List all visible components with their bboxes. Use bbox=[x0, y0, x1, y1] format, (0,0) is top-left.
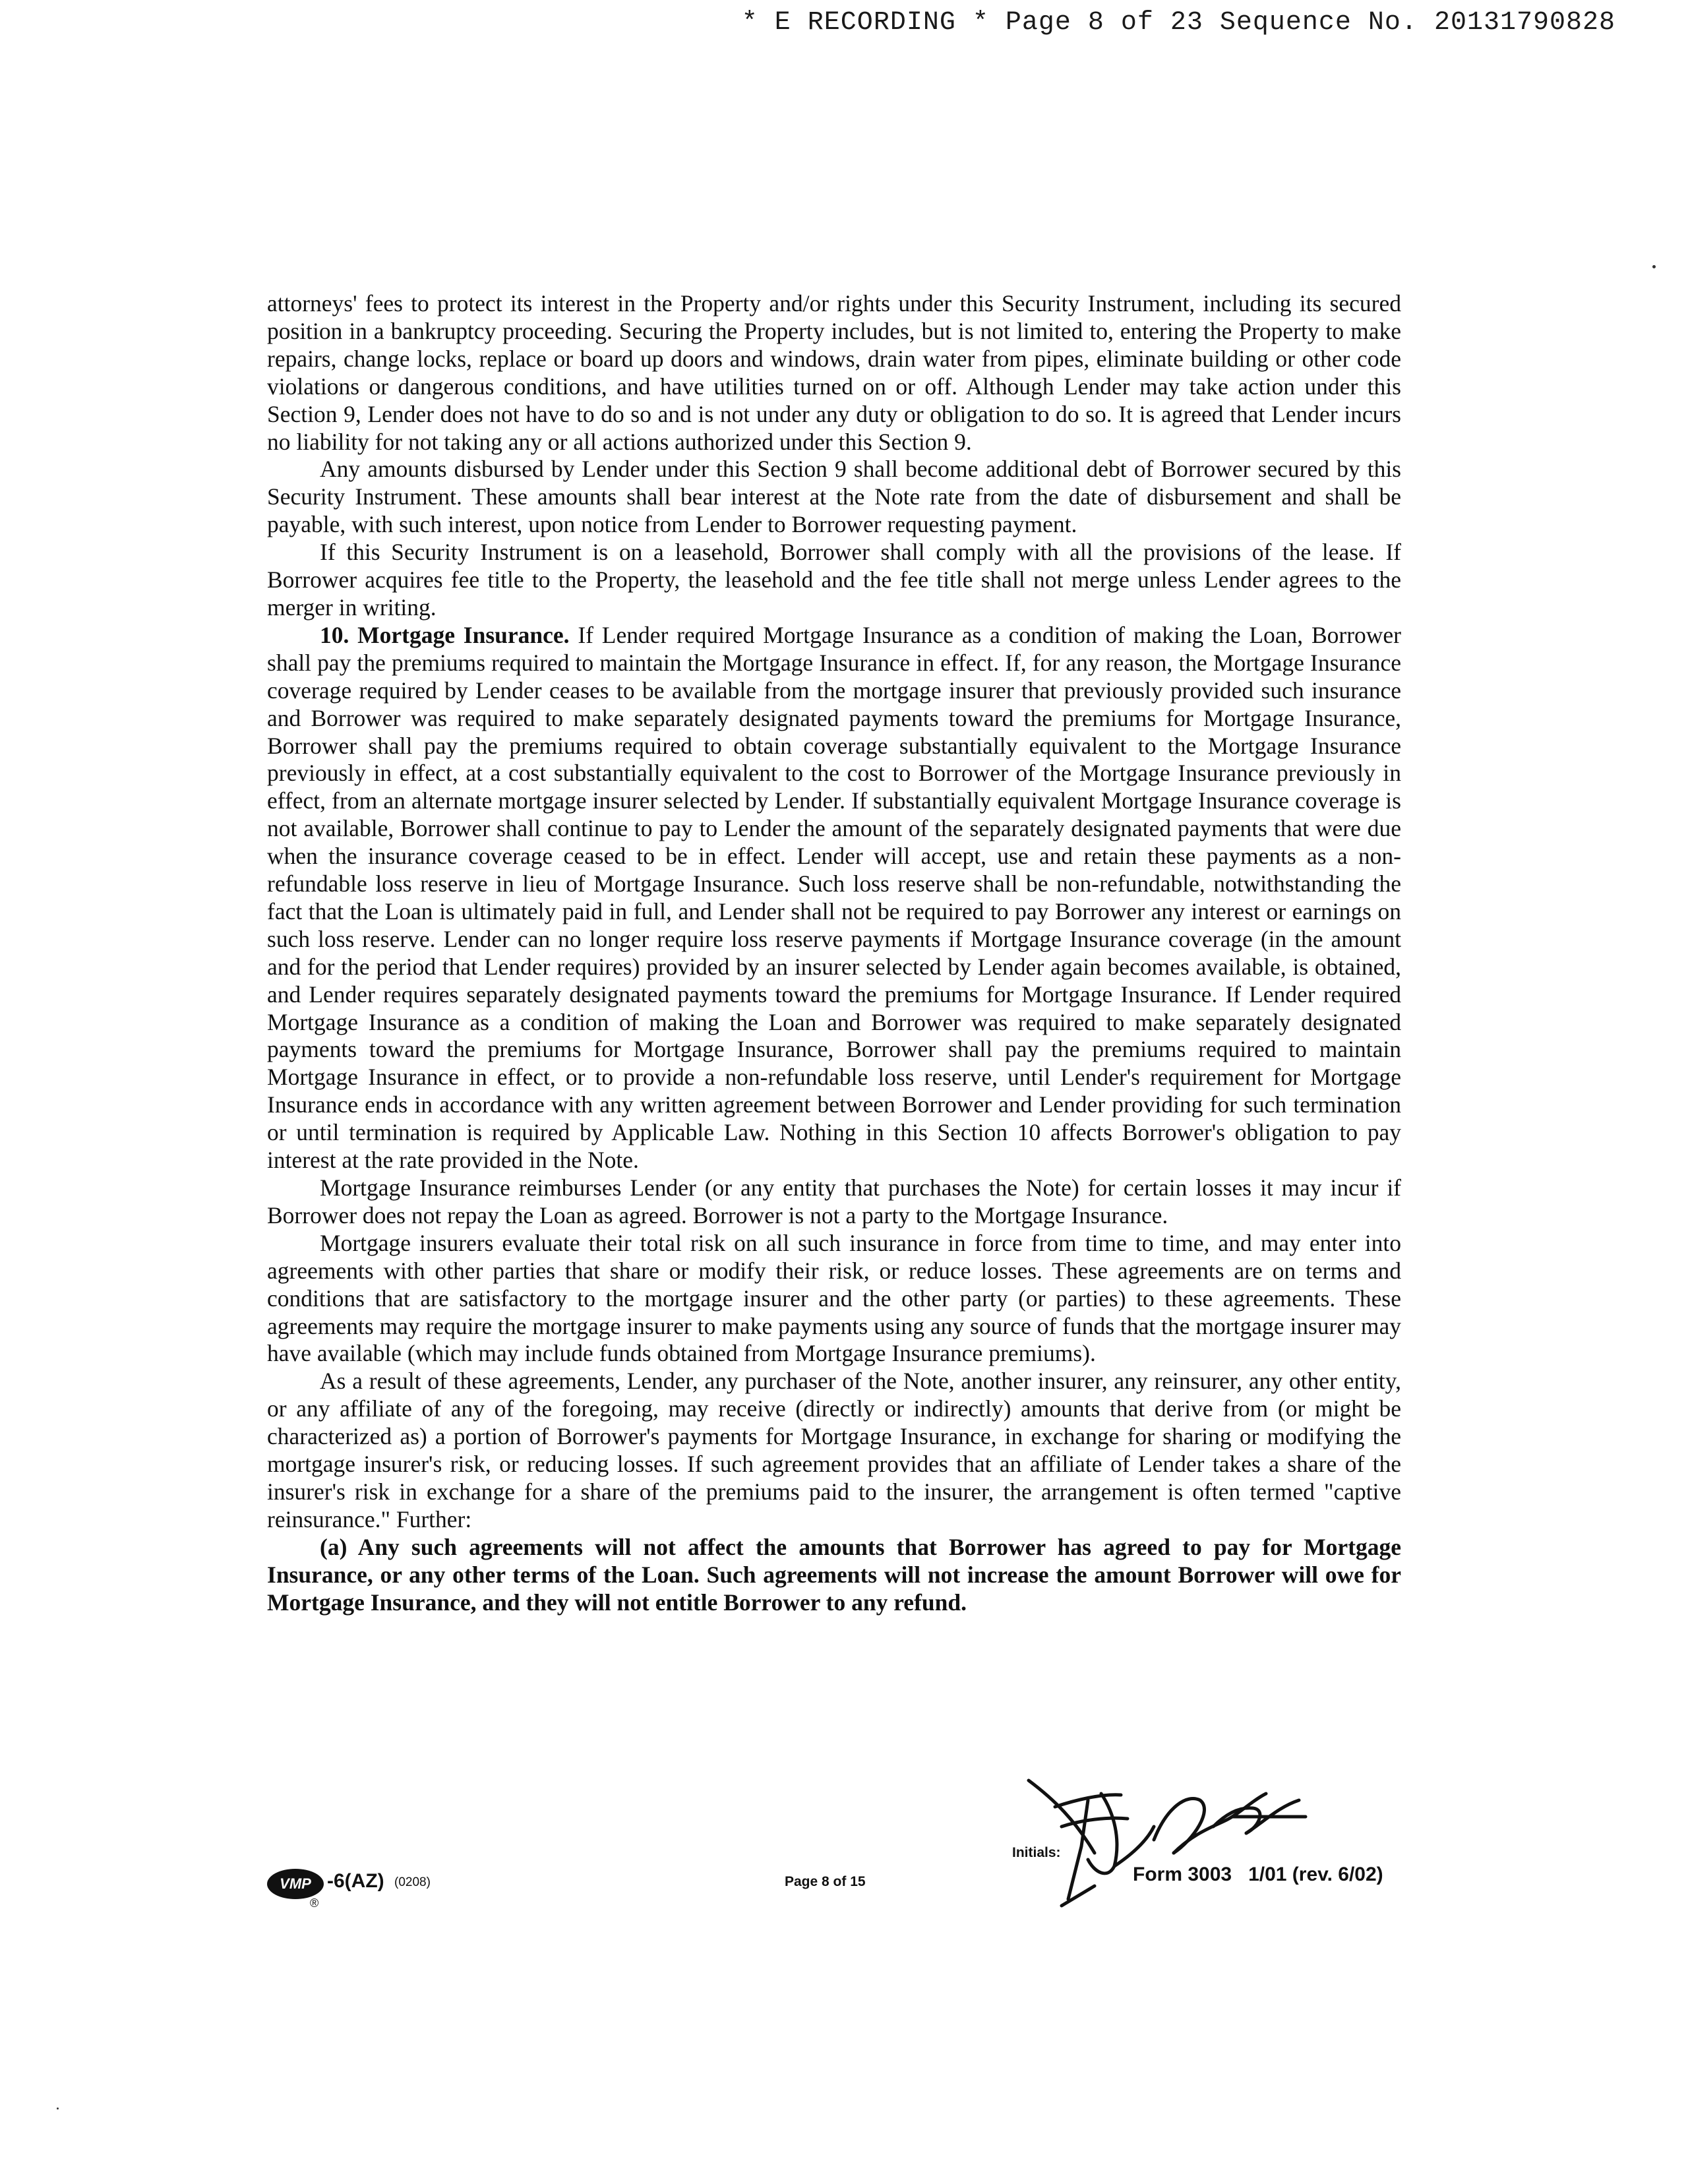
section-title: 10. Mortgage Insurance. bbox=[320, 621, 570, 648]
bold-paragraph: (a) Any such agreements will not affect the amounts that Borrower has agreed to pay for Mortgage Insurance, or any other terms of the Loan. Such agreements will not increase the amount Borrower will owe for Mortgage Insurance, and they will not entitle Borrower to any refund. bbox=[267, 1533, 1401, 1616]
document-body bbox=[267, 290, 1401, 1617]
paragraph: Any amounts disbursed by Lender under this Section 9 shall become additional debt of Borrower secured by this Security Instrument. These amounts shall bear interest at the Note rate from the date of disbursement and shall be payable, with such interest, upon notice from Lender to Borrower requesting payment. bbox=[267, 456, 1401, 538]
paragraph: Mortgage Insurance reimburses Lender (or any entity that purchases the Note) for certain losses it may incur if Borrower does not repay the Loan as agreed. Borrower is not a party to the Mortgage Insurance. bbox=[267, 1174, 1401, 1228]
paragraph: As a result of these agreements, Lender, any purchaser of the Note, another insurer, any reinsurer, any other entity, or any affiliate of any of the foregoing, may receive (directly or indirectly) amounts that derive from (or might be characterized as) a portion of Borrower's payments for Mortgage Insurance, in exchange for sharing or modifying the mortgage insurer's risk, or reducing losses. If such agreement provides that an affiliate of Lender takes a share of the insurer's risk in exchange for a share of the premiums paid to the insurer, the arrangement is often termed "captive reinsurance." Further: bbox=[267, 1368, 1401, 1532]
vmp-logo: VMP bbox=[267, 1869, 324, 1899]
section-paragraph bbox=[267, 622, 1401, 1174]
initials-label: Initials: bbox=[1012, 1845, 1061, 1860]
form-code: -6(AZ) bbox=[327, 1870, 384, 1892]
page-number: Page 8 of 15 bbox=[785, 1874, 866, 1889]
form-revision-code: (0208) bbox=[394, 1875, 431, 1889]
section-body: If Lender required Mortgage Insurance as a condition of making the Loan, Borrower shall pay the premiums required to maintain the Mortgage Insurance in effect. If, for any reason, the Mortgage Insurance coverage required by Lender ceases to be available from the mortgage insurer that previously provided such insurance and Borrower was required to make separately designated payments toward the premiums for Mortgage Insurance, Borrower shall pay the premiums required to obtain coverage substantially equivalent to the Mortgage Insurance previously in effect, at a cost substantially equivalent to the cost to Borrower of the Mortgage Insurance previously in effect, from an alternate mortgage insurer selected by Lender. If substantially equivalent Mortgage Insurance coverage is not available, Borrower shall continue to pay to Lender the amount of the separately designated payments that were due when the insurance coverage ceased to be in effect. Lender will accept, use and retain these payments as a non-refundable loss reserve in lieu of Mortgage Insurance. Such loss reserve shall be non-refundable, notwithstanding the fact that the Loan is ultimately paid in full, and Lender shall not be required to pay Borrower any interest or earnings on such loss reserve. Lender can no longer require loss reserve payments if Mortgage Insurance coverage (in the amount and for the period that Lender requires) provided by an insurer selected by Lender again becomes available, is obtained, and Lender requires separately designated payments toward the premiums for Mortgage Insurance. If Lender required Mortgage Insurance as a condition of making the Loan and Borrower was required to make separately designated payments toward the premiums for Mortgage Insurance, Borrower shall pay the premiums required to maintain Mortgage Insurance in effect, or to provide a non-refundable loss reserve, until Lender's requirement for Mortgage Insurance ends in accordance with any written agreement between Borrower and Lender providing for such termination or until termination is required by Applicable Law. Nothing in this Section 10 affects Borrower's obligation to pay interest at the rate provided in the Note. bbox=[267, 621, 1401, 1174]
scan-speck bbox=[1652, 265, 1656, 268]
paragraph: Mortgage insurers evaluate their total risk on all such insurance in force from time to time, and may enter into agreements with other parties that share or modify their risk, or reduce losses. These agreements are on terms and conditions that are satisfactory to the mortgage insurer and the other party (or parties) to these agreements. These agreements may require the mortgage insurer to make payments using any source of funds that the mortgage insurer may have available (which may include funds obtained from Mortgage Insurance premiums). bbox=[267, 1229, 1401, 1367]
paragraph: attorneys' fees to protect its interest in the Property and/or rights under this Security Instrument, including its secured position in a bankruptcy proceeding. Securing the Property includes, but is not limited to, entering the Property to make repairs, change locks, replace or board up doors and windows, drain water from pipes, eliminate building or other code violations or dangerous conditions, and have utilities turned on or off. Although Lender may take action under this Section 9, Lender does not have to do so and is not under any duty or obligation to do so. It is agreed that Lender incurs no liability for not taking any or all actions authorized under this Section 9. bbox=[267, 290, 1401, 455]
paragraph: If this Security Instrument is on a leasehold, Borrower shall comply with all the provisions of the lease. If Borrower acquires fee title to the Property, the leasehold and the fee title shall not merge unless Lender agrees to the merger in writing. bbox=[267, 539, 1401, 621]
scan-speck bbox=[57, 2108, 59, 2109]
recording-header: * E RECORDING * Page 8 of 23 Sequence No. 20131790828 bbox=[741, 8, 1615, 38]
form-id: Form 3003 1/01 (rev. 6/02) bbox=[1133, 1864, 1383, 1885]
registered-mark: ® bbox=[310, 1896, 319, 1910]
page-footer bbox=[0, 1860, 1688, 1939]
